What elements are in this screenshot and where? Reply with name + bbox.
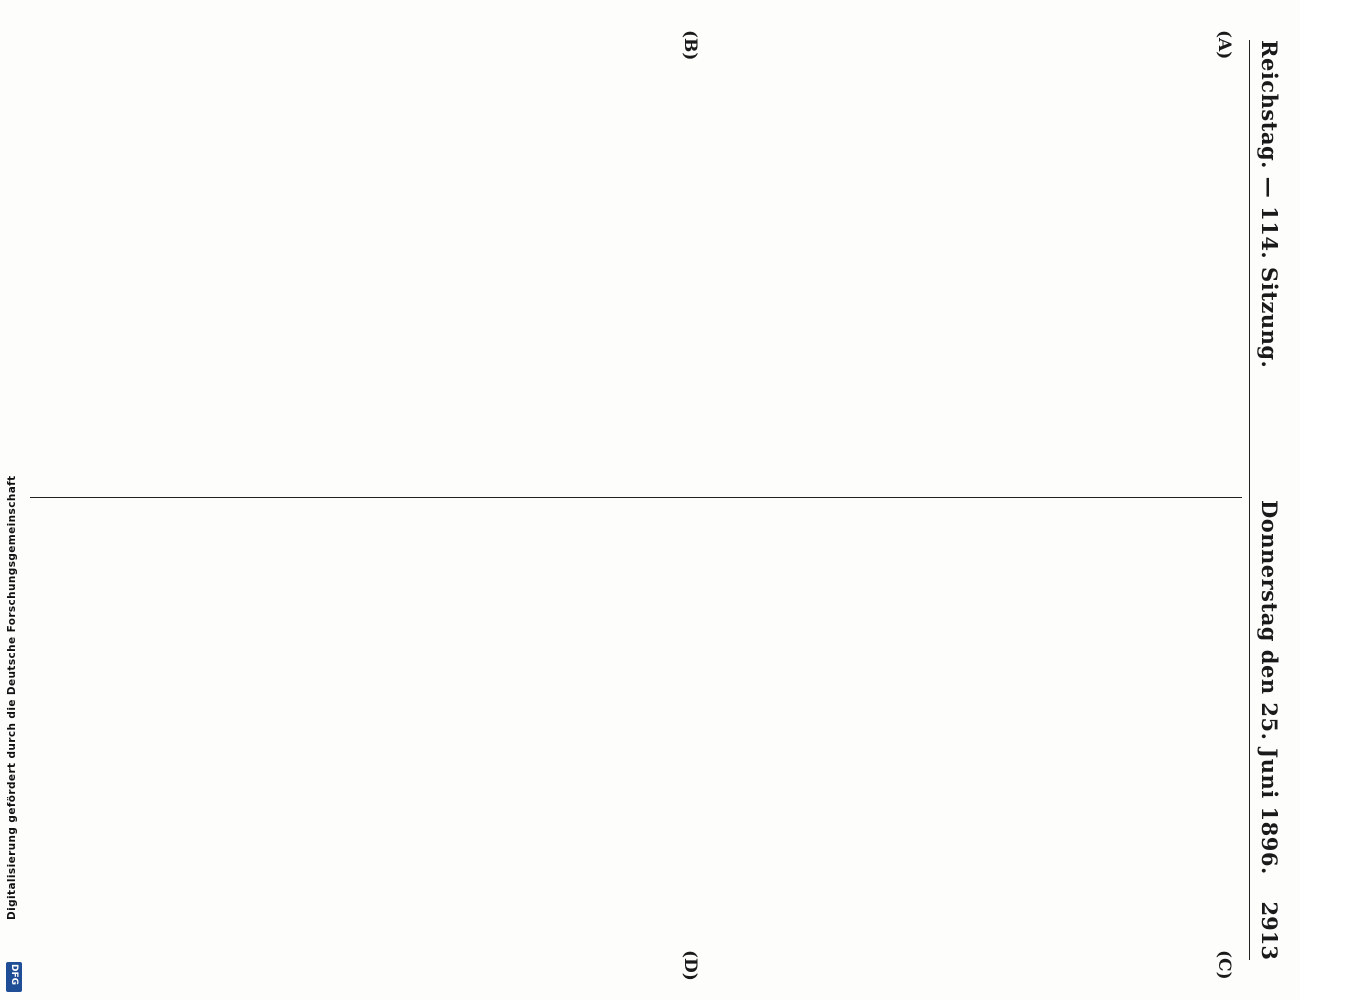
digitization-credit <box>2 0 26 1000</box>
dfg-logo <box>6 962 22 992</box>
running-head-right: Donnerstag den 25. Juni 1896. <box>1257 500 1282 875</box>
credit-text: Digitalisierung gefördert durch die Deutsche Forschungsgemeinschaft <box>6 475 18 920</box>
running-head-left: Reichstag. — 114. Sitzung. <box>1257 40 1282 369</box>
margin-mark-d: (D) <box>680 950 700 981</box>
header-rule <box>1249 40 1250 960</box>
page-number: 2913 <box>1257 901 1282 960</box>
page-header <box>1254 40 1286 960</box>
text-column-left <box>38 66 1238 486</box>
text-column-right <box>38 517 1238 937</box>
column-divider <box>30 497 1242 498</box>
dfg-logo-text: DFG <box>9 964 19 986</box>
margin-mark-c: (C) <box>1214 950 1234 980</box>
margin-mark-b: (B) <box>680 30 700 61</box>
margin-mark-a: (A) <box>1214 30 1234 60</box>
